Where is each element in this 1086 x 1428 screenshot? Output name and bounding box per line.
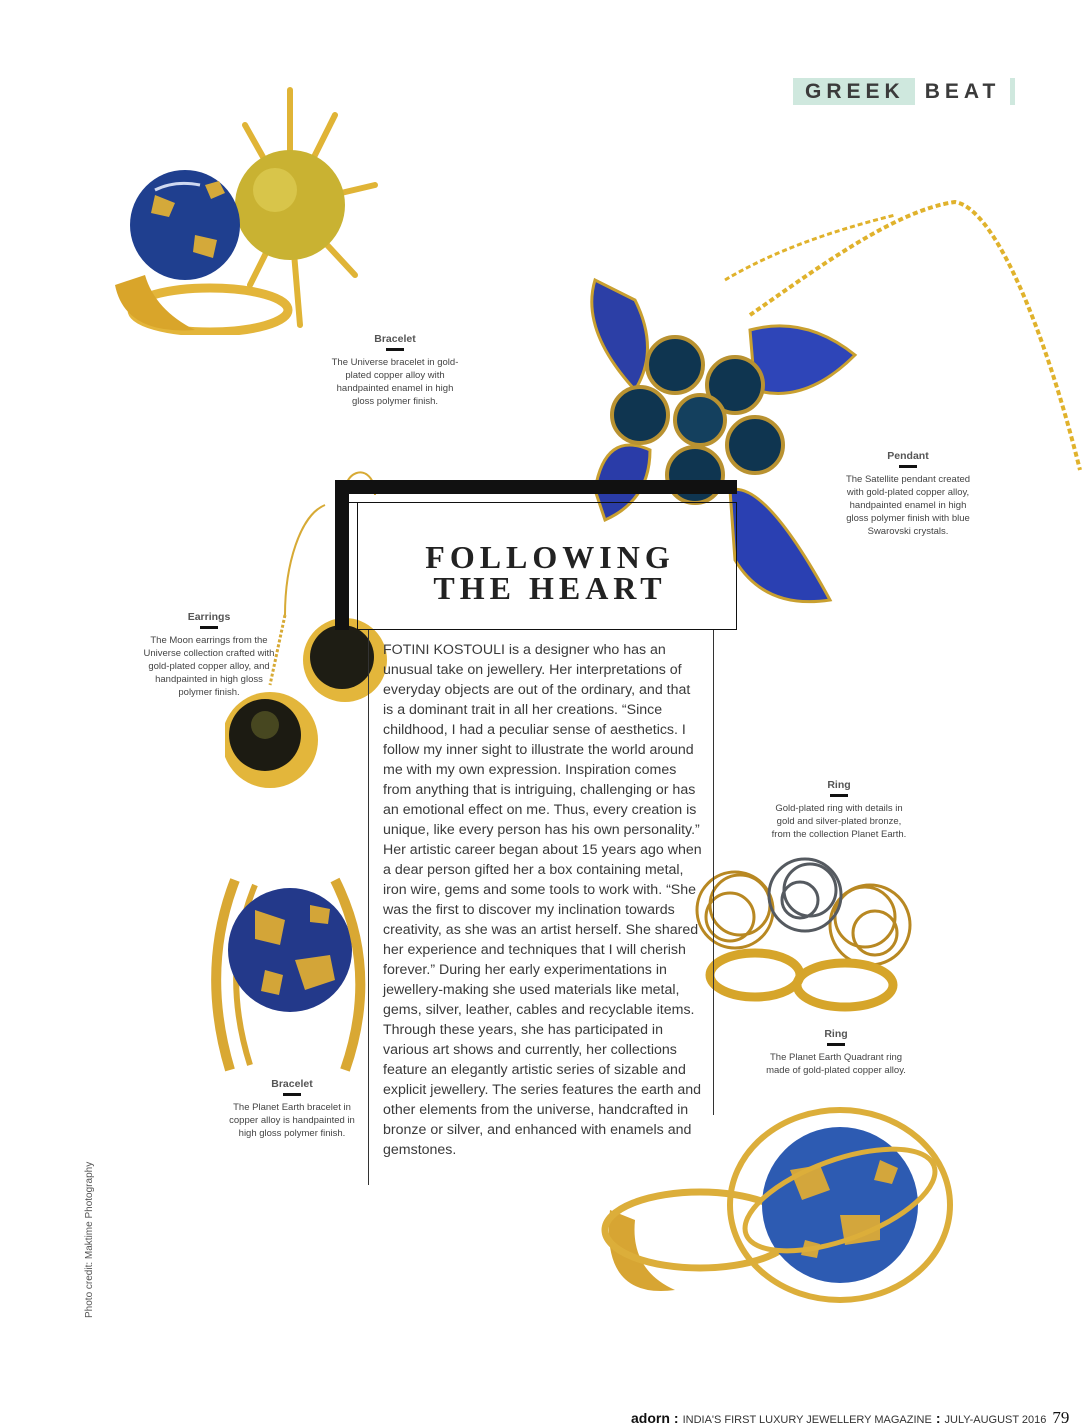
- universe-bracelet-image: [85, 85, 385, 335]
- caption-title: Ring: [824, 1028, 848, 1040]
- caption-title: Ring: [827, 779, 851, 791]
- caption-ring-quadrant: [766, 1028, 906, 1077]
- caption-title: Pendant: [887, 450, 929, 462]
- frame-right: [736, 502, 737, 630]
- section-tag-left: GREEK: [793, 78, 915, 105]
- section-tag-bar: [1010, 78, 1015, 105]
- caption-bracelet-universe: [325, 333, 465, 408]
- caption-body: The Planet Earth bracelet in copper alloy is handpainted in high gloss polymer finish.: [229, 1102, 355, 1139]
- caption-title: Bracelet: [271, 1078, 313, 1090]
- footer-issue: JULY-AUGUST 2016: [944, 1414, 1047, 1426]
- article-paragraph-1: FOTINI KOSTOULI is a designer who has an unusual take on jewellery. Her interpretations of everyday objects are out of the ordinary, and that is a dominant trait in all her creations. “Since childhood, I had a peculiar sense of aesthetics. I follow my inner sight to illustrate the world around me with my own expression. Inspiration comes from anything that is intriguing, challenging or has an emotional effect on me. Thus, every creation is unique, like every person has his own personality.” Her artistic career began about 15 years ago when a dear person gifted her a box containing metal, iron wire, gems and some tools to work with. “She was the first to discover my inclination towards creativity, as she was an artist herself. She shared her experience and techniques that I will cherish forever.” During her early experimentations in jewellery-making she used materials like metal, gems, silver, leather, cables and recyclable items.: [383, 642, 702, 1018]
- caption-body: The Universe bracelet in gold-plated copper alloy with handpainted enamel in high gloss polymer finish.: [331, 357, 459, 407]
- caption-earrings: [139, 611, 279, 699]
- photo-credit: Photo credit: Maktime Photography: [84, 1161, 95, 1318]
- headline-box: [335, 480, 737, 630]
- planet-earth-bracelet-image: [195, 870, 385, 1080]
- frame-inner-left: [357, 502, 358, 630]
- column-rule-right: [713, 630, 714, 1115]
- caption-body: The Moon earrings from the Universe collection crafted with gold-plated copper alloy, and handpainted in high gloss polymer finish.: [143, 635, 275, 698]
- footer-separator: :: [673, 1410, 679, 1426]
- footer-tagline: INDIA'S FIRST LUXURY JEWELLERY MAGAZINE: [682, 1414, 932, 1426]
- footer-brand: adorn: [631, 1410, 670, 1426]
- section-tag-right: BEAT: [924, 80, 1001, 103]
- caption-body: The Planet Earth Quadrant ring made of gold-plated copper alloy.: [766, 1052, 906, 1076]
- caption-pendant: [838, 450, 978, 538]
- caption-title: Bracelet: [374, 333, 416, 345]
- article-body: [383, 640, 703, 1160]
- caption-rule: [386, 348, 404, 351]
- caption-ring-wire: [769, 779, 909, 841]
- frame-inner-top: [349, 502, 737, 503]
- caption-body: Gold-plated ring with details in gold and silver-plated bronze, from the collection Planet Earth.: [771, 803, 907, 840]
- section-tag: [793, 78, 1015, 105]
- wire-ring-image: [680, 855, 925, 1020]
- page-number: 79: [1052, 1408, 1070, 1427]
- caption-title: Earrings: [187, 611, 231, 623]
- caption-rule: [200, 626, 218, 629]
- headline-line-1: FOLLOWING: [425, 539, 675, 575]
- caption-rule: [830, 794, 848, 797]
- frame-top-bar: [335, 480, 737, 494]
- page-footer: [631, 1408, 1069, 1428]
- footer-separator: :: [935, 1410, 941, 1426]
- frame-left-bar: [335, 480, 349, 630]
- caption-rule: [283, 1093, 301, 1096]
- caption-rule: [899, 465, 917, 468]
- frame-bottom: [357, 629, 737, 630]
- caption-rule: [827, 1043, 845, 1046]
- article-paragraph-2: Through these years, she has participated in various art shows and currently, her collections feature an elegantly artistic series of sizable and explicit jewellery. The series features the earth and other elements from the universe, handcrafted in bronze or silver, and enhanced with enamels and gemstones.: [383, 1022, 702, 1158]
- caption-body: The Satellite pendant created with gold-plated copper alloy, handpainted enamel in high gloss polymer finish with blue Swarovski crystals.: [845, 474, 971, 537]
- article-headline: [395, 539, 705, 606]
- caption-bracelet-earth: [222, 1078, 362, 1140]
- headline-line-2: THE HEART: [433, 570, 667, 606]
- column-rule-left: [368, 630, 369, 1185]
